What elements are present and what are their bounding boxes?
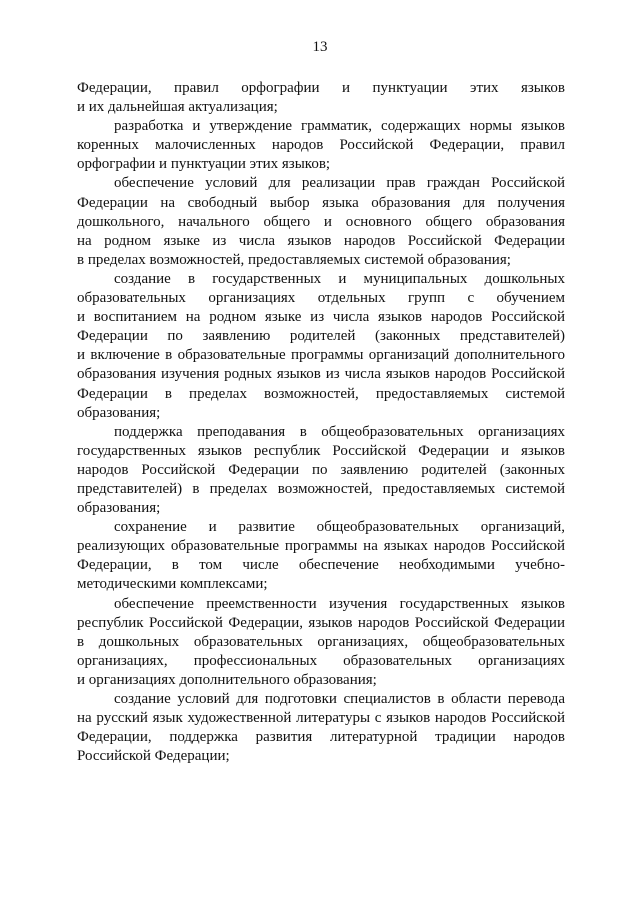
paragraph bbox=[77, 595, 565, 690]
paragraph bbox=[77, 690, 565, 766]
text-line: и организациях дополнительного образования; bbox=[77, 671, 377, 688]
text-line: и их дальнейшая актуализация; bbox=[77, 99, 278, 116]
text-line: сохранение и развитие общеобразовательных организаций, bbox=[114, 519, 565, 536]
paragraph bbox=[77, 423, 565, 518]
text-line: обеспечение преемственности изучения государственных языков bbox=[114, 595, 565, 612]
text-line: и включение в образовательные программы организаций дополнительного bbox=[77, 347, 565, 364]
text-line: в дошкольных образовательных организациях, общеобразовательных bbox=[77, 633, 565, 650]
text-line: обеспечение условий для реализации прав граждан Российской bbox=[114, 175, 565, 192]
text-line: орфографии и пунктуации этих языков; bbox=[77, 156, 331, 173]
paragraph bbox=[77, 117, 565, 174]
text-line: образования; bbox=[77, 404, 161, 421]
text-line: Российской Федерации; bbox=[77, 748, 230, 765]
text-line: коренных малочисленных народов Российской Федерации, правил bbox=[77, 137, 565, 154]
text-line: Федерации, правил орфографии и пунктуации этих языков bbox=[77, 80, 565, 96]
page-number: 13 bbox=[312, 39, 328, 55]
paragraph bbox=[77, 174, 565, 269]
text-line: создание условий для подготовки специалистов в области перевода bbox=[114, 691, 565, 707]
text-line: реализующих образовательные программы на языках народов Российской bbox=[77, 538, 565, 555]
text-line: образования изучения родных языков из числа языков народов Российской bbox=[77, 366, 565, 383]
text-line: республик Российской Федерации, языков народов Российской Федерации bbox=[77, 614, 565, 631]
paragraph bbox=[77, 518, 565, 594]
text-line: создание в государственных и муниципальных дошкольных bbox=[114, 270, 565, 287]
document-body bbox=[77, 79, 565, 766]
text-line: Федерации в пределах возможностей, предоставляемых системой bbox=[77, 385, 565, 402]
text-line: поддержка преподавания в общеобразовательных организациях bbox=[114, 423, 565, 440]
text-line: Федерации на свободный выбор языка образования для получения bbox=[77, 194, 565, 211]
text-line: методическими комплексами; bbox=[77, 576, 268, 593]
text-line: Федерации, в том числе обеспечение необходимыми учебно- bbox=[77, 557, 565, 574]
text-line: дошкольного, начального общего и основного общего образования bbox=[77, 213, 565, 230]
text-line: и воспитанием на родном языке из числа языков народов Российской bbox=[77, 309, 565, 326]
text-line: на русский язык художественной литературы с языков народов Российской bbox=[77, 710, 565, 727]
text-line: образования; bbox=[77, 500, 161, 517]
text-line: организациях, профессиональных образовательных организациях bbox=[77, 652, 565, 669]
paragraph bbox=[77, 79, 565, 117]
text-line: представителей) в пределах возможностей, предоставляемых системой bbox=[77, 480, 565, 497]
text-line: Федерации, поддержка развития литературной традиции народов bbox=[77, 729, 565, 746]
paragraph bbox=[77, 270, 565, 423]
text-line: разработка и утверждение грамматик, содержащих нормы языков bbox=[114, 118, 565, 135]
text-line: народов Российской Федерации по заявлению родителей (законных bbox=[77, 461, 565, 478]
text-line: Федерации по заявлению родителей (законных представителей) bbox=[77, 328, 565, 345]
text-line: государственных языков республик Российской Федерации и языков bbox=[77, 442, 565, 459]
text-line: образовательных организациях отдельных групп с обучением bbox=[77, 290, 565, 307]
text-line: в пределах возможностей, предоставляемых системой образования; bbox=[77, 251, 511, 268]
text-line: на родном языке из числа языков народов Российской Федерации bbox=[77, 232, 565, 249]
